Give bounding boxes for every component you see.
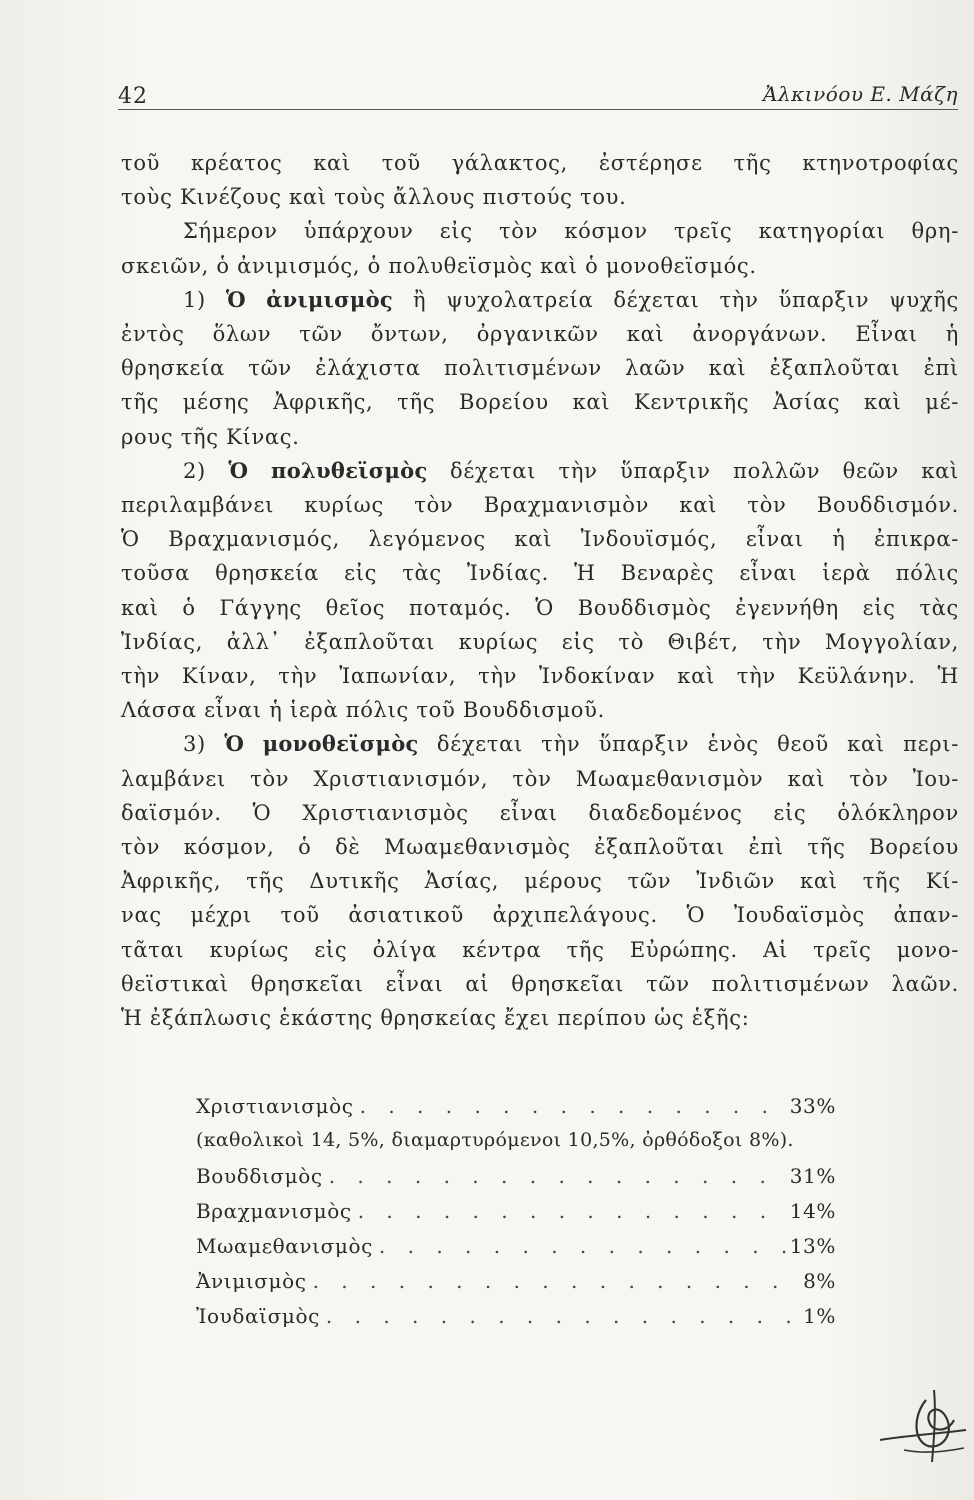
item-number: 1) <box>183 287 226 312</box>
religion-statistics <box>196 1094 836 1339</box>
stat-row <box>196 1164 836 1199</box>
handwritten-signature <box>874 1370 970 1466</box>
text-line: θεϊστικαὶ θρησκεῖαι εἶναι αἱ θρησκεῖαι τῶν πολιτισμένων λαῶν. <box>121 971 959 996</box>
stat-value: 33% <box>789 1094 836 1118</box>
stat-note: (καθολικοὶ 14, 5%, διαμαρτυρόμενοι 10,5%, ὀρθόδοξοι 8%). <box>196 1129 794 1151</box>
dot-leader <box>329 1164 786 1188</box>
dot-leader <box>379 1234 786 1258</box>
stat-value: 14% <box>789 1199 836 1223</box>
item-number: 3) <box>183 732 225 757</box>
stat-row <box>196 1269 836 1304</box>
stat-name: Ἀνιμισμὸς <box>196 1269 307 1293</box>
text-line: τὴν Κίναν, τὴν Ἰαπωνίαν, τὴν Ἰνδοκίναν καὶ τὴν Κεϋλάνην. Ἡ <box>121 664 959 689</box>
stat-row <box>196 1094 836 1129</box>
running-head: Ἀλκινόου Ε. Μάζη <box>763 82 958 106</box>
religion-term: Ὁ πολυθεϊσμὸς <box>228 457 428 483</box>
text-line: ρους τῆς Κίνας. <box>121 424 300 449</box>
text-line: Ἀφρικῆς, τῆς Δυτικῆς Ἀσίας, μέρους τῶν Ἰνδιῶν καὶ τῆς Κί- <box>121 869 959 894</box>
text-line: νας μέχρι τοῦ ἀσιατικοῦ ἀρχιπελάγους. Ὁ Ἰουδαϊσμὸς ἀπαν- <box>121 903 959 928</box>
item-number: 2) <box>183 458 229 483</box>
stat-name: Χριστιανισμὸς <box>196 1094 354 1118</box>
text-line: τᾶται κυρίως εἰς ὀλίγα κέντρα τῆς Εὐρώπης. Αἱ τρεῖς μονο- <box>121 937 959 962</box>
stat-row <box>196 1304 836 1339</box>
stat-row <box>196 1199 836 1234</box>
dot-leader <box>360 1094 786 1118</box>
text-line: τοὺς Κινέζους καὶ τοὺς ἄλλους πιστούς του. <box>121 185 627 210</box>
text-line: Ὁ Βραχμανισμός, λεγόμενος καὶ Ἰνδουϊσμός, εἶναι ἡ ἐπικρα- <box>121 527 959 552</box>
text-line <box>121 454 959 488</box>
text-line: Ἡ ἐξάπλωσις ἑκάστης θρησκείας ἔχει περίπου ὡς ἑξῆς: <box>121 1006 750 1031</box>
text-fragment: δέχεται τὴν ὕπαρξιν πολλῶν θεῶν καὶ <box>427 458 959 483</box>
text-fragment: ἢ ψυχολατρεία δέχεται τὴν ὕπαρξιν ψυχῆς <box>392 287 959 312</box>
stat-value: 8% <box>803 1269 836 1293</box>
stat-name: Ἰουδαϊσμὸς <box>196 1304 320 1328</box>
text-line: λαμβάνει τὸν Χριστιανισμόν, τὸν Μωαμεθανισμὸν καὶ τὸν Ἰου- <box>121 766 959 791</box>
text-fragment: δέχεται τὴν ὕπαρξιν ἑνὸς θεοῦ καὶ περι- <box>418 732 960 757</box>
religion-term: Ὁ μονοθεϊσμὸς <box>224 731 419 757</box>
religion-term: Ὁ ἀνιμισμὸς <box>226 286 393 312</box>
text-line: σκειῶν, ὁ ἀνιμισμός, ὁ πολυθεϊσμὸς καὶ ὁ μονοθεϊσμός. <box>121 253 757 278</box>
stat-name: Βραχμανισμὸς <box>196 1199 352 1223</box>
body-text <box>121 146 959 1035</box>
text-line: τοῦσα θρησκεία εἰς τὰς Ἰνδίας. Ἡ Βεναρὲς εἶναι ἱερὰ πόλις <box>121 561 959 586</box>
text-line: τὸν κόσμον, ὁ δὲ Μωαμεθανισμὸς ἐξαπλοῦται ἐπὶ τῆς Βορείου <box>121 835 959 860</box>
dot-leader <box>358 1199 786 1223</box>
stat-name: Μωαμεθανισμὸς <box>196 1234 373 1258</box>
text-line: τοῦ κρέατος καὶ τοῦ γάλακτος, ἐστέρησε τῆς κτηνοτροφίας <box>121 151 959 175</box>
header-rule <box>118 109 958 110</box>
text-line: περιλαμβάνει κυρίως τὸν Βραχμανισμὸν καὶ τὸν Βουδδισμόν. <box>121 493 959 518</box>
text-line: Ἰνδίας, ἀλλ᾿ ἐξαπλοῦται κυρίως εἰς τὸ Θιβέτ, τὴν Μογγολίαν, <box>121 629 959 654</box>
dot-leader <box>313 1269 798 1293</box>
text-line <box>121 283 959 317</box>
text-line: Λάσσα εἶναι ἡ ἱερὰ πόλις τοῦ Βουδδισμοῦ. <box>121 698 605 723</box>
text-line: ἐντὸς ὅλων τῶν ὄντων, ὀργανικῶν καὶ ἀνοργάνων. Εἶναι ἡ <box>121 322 959 347</box>
stat-name: Βουδδισμὸς <box>196 1164 323 1188</box>
stat-value: 31% <box>789 1164 836 1188</box>
stat-value: 1% <box>803 1304 836 1328</box>
text-line <box>121 727 959 761</box>
text-line: δαϊσμόν. Ὁ Χριστιανισμὸς εἶναι διαδεδομένος εἰς ὁλόκληρον <box>121 800 959 825</box>
dot-leader <box>326 1304 798 1328</box>
page-header <box>118 78 958 108</box>
text-line: θρησκεία τῶν ἐλάχιστα πολιτισμένων λαῶν καὶ ἐξαπλοῦται ἐπὶ <box>121 356 959 381</box>
text-line: τῆς μέσης Ἀφρικῆς, τῆς Βορείου καὶ Κεντρικῆς Ἀσίας καὶ μέ- <box>121 390 959 415</box>
stat-row <box>196 1234 836 1269</box>
stat-value: 13% <box>789 1234 836 1258</box>
text-line: καὶ ὁ Γάγγης θεῖος ποταμός. Ὁ Βουδδισμὸς ἐγεννήθη εἰς τὰς <box>121 595 959 620</box>
page-number: 42 <box>118 84 148 109</box>
text-line: Σήμερον ὑπάρχουν εἰς τὸν κόσμον τρεῖς κατηγορίαι θρη- <box>183 219 959 244</box>
